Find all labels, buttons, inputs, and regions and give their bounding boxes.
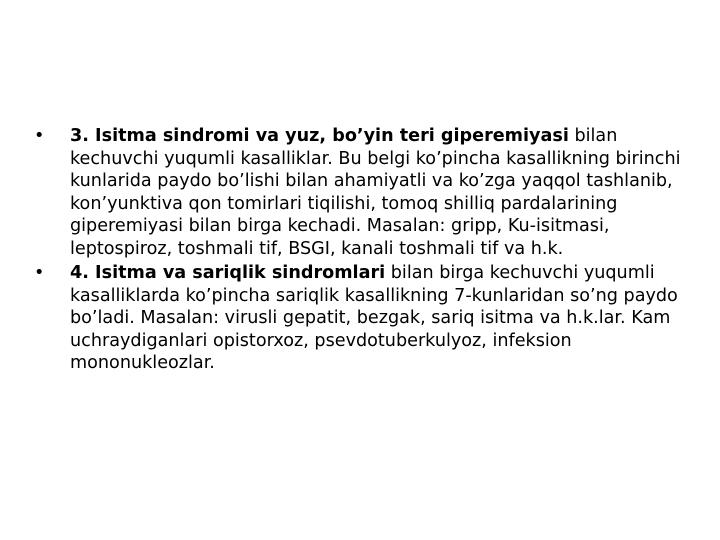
bullet-list <box>32 125 702 375</box>
bullet-heading: 4. Isitma va sariqlik sindromlari <box>70 263 386 283</box>
bullet-body: bilan birga kechuvchi yuqumli kasalliklarda ko’pincha sariqlik kasallikning 7-kunlaridan so’ng paydo bo’ladi. Masalan: virusli gepatit, bezgak, sariq isitma va h.k.lar. Kam uchraydiganlari opistorxoz, psevdotuberkulyoz, infeksion mononukleozlar. <box>70 263 678 373</box>
bullet-body: bilan kechuvchi yuqumli kasalliklar. Bu belgi ko’pincha kasallikning birinchi kunlarida paydo bo’lishi bilan ahamiyatli va ko’zga yaqqol tashlanib, kon’yunktiva qon tomirlari tiqilishi, tomoq shilliq pardalarining giperemiyasi bilan birga kechadi. Masalan: gripp, Ku-isitmasi, leptospiroz, toshmali tif, BSGI, kanali toshmali tif va h.k. <box>70 126 681 259</box>
bullet-item-4 <box>32 262 702 375</box>
bullet-heading: 3. Isitma sindromi va yuz, bo’yin teri giperemiyasi <box>70 126 569 146</box>
slide-content <box>32 125 702 377</box>
bullet-item-3 <box>32 125 702 260</box>
bullet-dot-icon: • <box>34 126 45 146</box>
bullet-dot-icon: • <box>34 263 45 283</box>
